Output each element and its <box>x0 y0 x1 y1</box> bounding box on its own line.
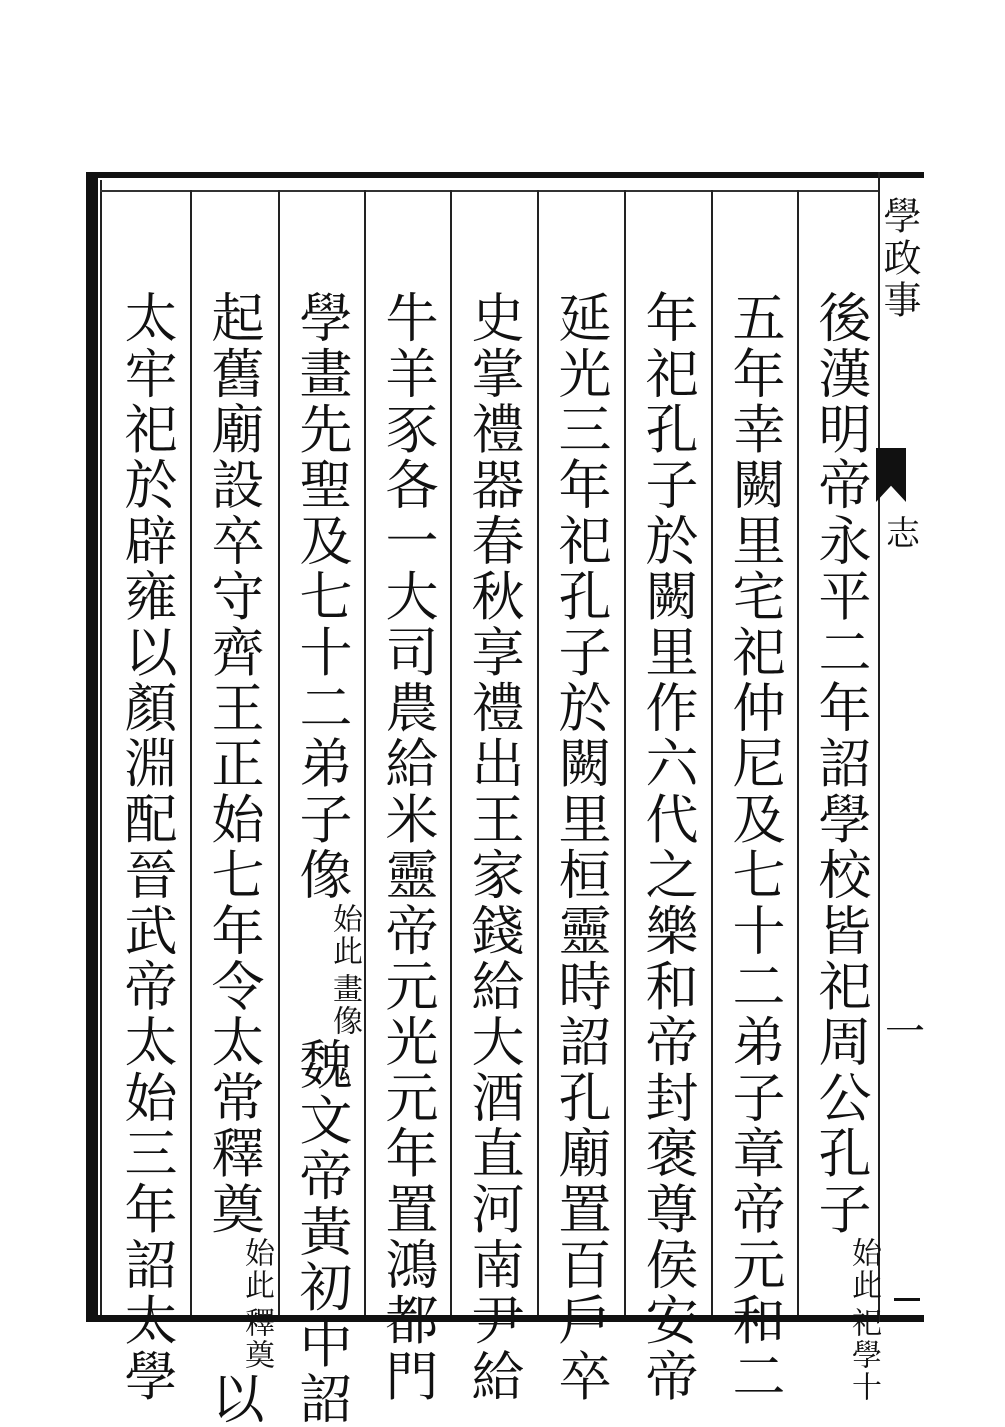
text-column-7 <box>281 290 362 1427</box>
column-divider <box>278 190 280 1315</box>
spine-title: 學政事 <box>877 196 921 322</box>
interlinear-note <box>239 1237 273 1371</box>
note-left: 始此 <box>239 1236 274 1301</box>
text-column-2 <box>714 290 794 1404</box>
note-left: 始此 <box>846 1236 881 1301</box>
inner-border-line <box>100 180 102 1315</box>
column-divider <box>624 190 626 1315</box>
column-divider <box>190 190 192 1315</box>
note-right: 畫像 <box>327 972 362 1037</box>
column-text: 太牢祀於辟雍以顏淵配晉武帝太始三年詔太學 <box>116 290 177 1404</box>
interlinear-note <box>846 1237 880 1403</box>
note-right: 釋奠 <box>239 1306 274 1371</box>
column-text: 年祀孔子於闕里作六代之樂和帝封褒尊侯安帝 <box>637 290 698 1404</box>
text-column-6 <box>367 290 447 1404</box>
text-column-5 <box>453 290 533 1404</box>
spine-section-mark: 志 <box>886 514 920 554</box>
text-column-1 <box>800 290 881 1403</box>
text-column-3 <box>627 290 707 1404</box>
column-text: 起舊廟設卒守齊王正始七年令太常釋奠 <box>203 290 264 1237</box>
column-divider <box>450 190 452 1315</box>
column-divider <box>711 190 713 1315</box>
column-text: 史掌禮器春秋享禮出王家錢給大酒直河南尹給 <box>463 290 524 1404</box>
inner-top-line <box>100 190 880 192</box>
column-text-after-note: 魏文帝黃初中詔 <box>291 1036 352 1427</box>
text-column-8 <box>193 290 274 1427</box>
column-text: 學畫先聖及七十二弟子像 <box>291 290 352 903</box>
interlinear-note <box>327 903 361 1037</box>
note-right: 祀學十 <box>846 1306 881 1403</box>
page-number: 一 <box>885 1009 925 1055</box>
text-column-4 <box>540 290 620 1404</box>
column-text: 後漢明帝永平二年詔學校皆祀周公孔子 <box>810 290 871 1237</box>
column-text-after-note: 以 <box>203 1370 264 1427</box>
spine-tick <box>894 1298 920 1301</box>
note-left: 始此 <box>327 902 362 967</box>
column-text: 牛羊豕各一大司農給米靈帝元光元年置鴻都門 <box>377 290 438 1404</box>
column-divider <box>364 190 366 1315</box>
column-divider <box>537 190 539 1315</box>
column-text: 五年幸闕里宅祀仲尼及七十二弟子章帝元和二 <box>724 290 785 1404</box>
column-text: 延光三年祀孔子於闕里桓靈時詔孔廟置百戶卒 <box>550 290 611 1404</box>
text-column-9 <box>106 290 186 1404</box>
column-divider <box>797 190 799 1315</box>
